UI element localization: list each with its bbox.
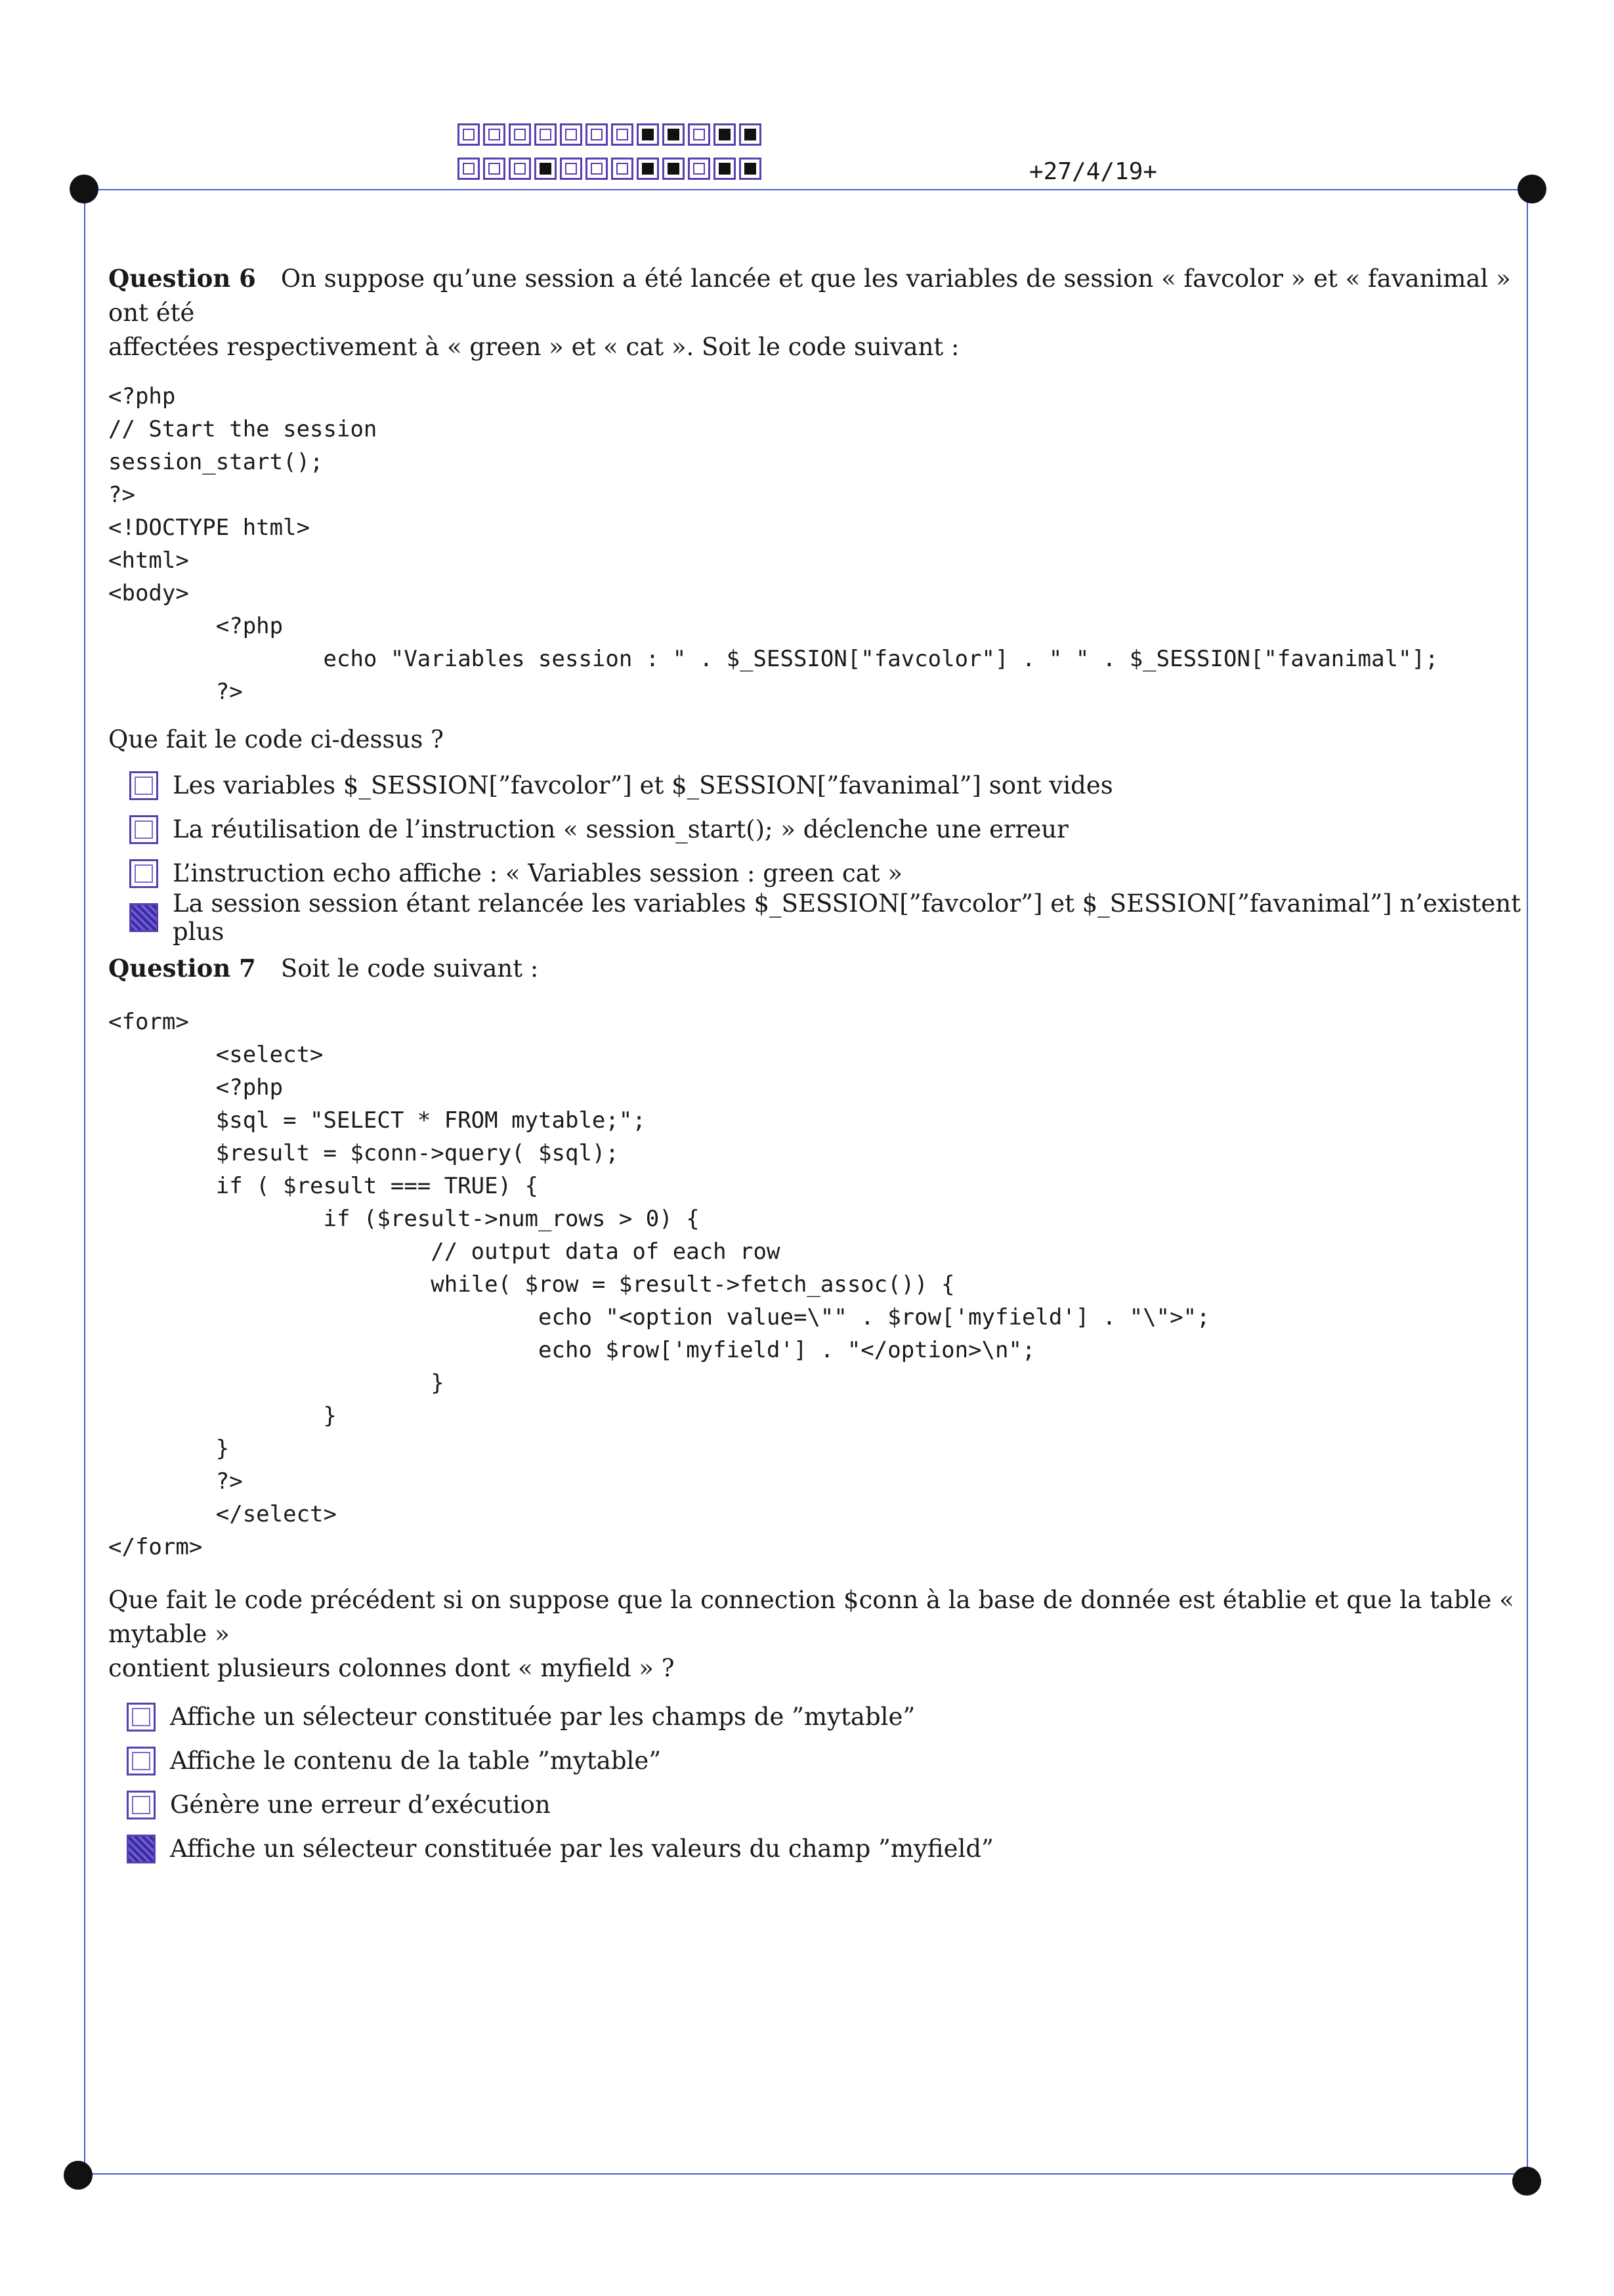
choice-label: L’instruction echo affiche : « Variables session : green cat » [173,859,903,887]
checkbox-icon[interactable] [127,1703,156,1732]
barcode-row-top [457,123,761,146]
corner-marker-bottom-left [64,2161,93,2190]
barcode-cell [509,123,531,146]
barcode-cell [637,123,659,146]
barcode-cell [457,158,480,180]
barcode-cell [739,158,761,180]
q6-choice-2[interactable] [129,807,1526,851]
question-6-text-line1: On suppose qu’une session a été lancée et que les variables de session « favcolor » et « favanimal » ont été [108,265,1511,327]
corner-marker-top-left [70,175,98,203]
barcode-cell [739,123,761,146]
barcode-cell [585,158,608,180]
barcode-cell [560,123,582,146]
q7-choice-3[interactable] [127,1783,1526,1827]
barcode-row-bottom [457,158,761,180]
question-6 [108,261,1526,946]
barcode-cell [662,123,685,146]
question-7-code: <form> <select> <?php $sql = "SELECT * FROM mytable;"; $result = $conn->query( $sql); if ( $result === TRUE) { if ($result->num_rows > 0) { // output data of each row while( $row = $result->fetch_assoc()) { echo "<option value=\"" . $row['myfield'] . "\">"; echo $row['myfield'] . "</option>\n"; } } } ?> </select> </form> [108,1009,1210,1560]
barcode-cell [509,158,531,180]
barcode-cell [534,123,557,146]
barcode-cell [713,158,736,180]
question-7-prompt [108,951,1526,986]
question-6-choices [129,763,1526,946]
checked-box-icon[interactable] [129,903,158,932]
barcode-cell [662,158,685,180]
question-7 [108,951,1526,1871]
barcode-cell [611,123,633,146]
corner-marker-bottom-right [1512,2167,1541,2196]
choice-label: Affiche un sélecteur constituée par les champs de ”mytable” [170,1703,916,1731]
corner-marker-top-right [1518,175,1546,203]
question-7-choices [127,1695,1526,1871]
q7-choice-1[interactable] [127,1695,1526,1739]
question-6-code: <?php // Start the session session_start(); ?> <!DOCTYPE html> <html> <body> <?php echo "Variables session : " . $_SESSION["favcolor"] . " " . $_SESSION["favanimal"]; ?> [108,383,1439,705]
choice-label: Les variables $_SESSION[”favcolor”] et $_SESSION[”favanimal”] sont vides [173,771,1113,799]
barcode-cell [637,158,659,180]
choice-label: La réutilisation de l’instruction « session_start(); » déclenche une erreur [173,815,1069,843]
barcode-cell [713,123,736,146]
barcode-cell [483,158,505,180]
checkbox-icon[interactable] [129,859,158,888]
question-6-label: Question 6 [108,264,256,293]
question-6-text-line2: affectées respectivement à « green » et « cat ». Soit le code suivant : [108,333,960,361]
barcode-cell [688,158,710,180]
question-7-label: Question 7 [108,954,256,983]
question-7-question-line2: contient plusieurs colonnes dont « myfield » ? [108,1654,675,1682]
question-7-text: Soit le code suivant : [280,954,539,983]
choice-label: Affiche un sélecteur constituée par les valeurs du champ ”myfield” [170,1835,994,1863]
q7-choice-4[interactable] [127,1827,1526,1871]
question-6-prompt [108,261,1526,364]
checked-box-icon[interactable] [127,1835,156,1863]
checkbox-icon[interactable] [129,771,158,800]
barcode-cell [560,158,582,180]
checkbox-icon[interactable] [127,1791,156,1819]
barcode-cell [585,123,608,146]
barcode-cell [457,123,480,146]
question-7-question-line1: Que fait le code précédent si on suppose que la connection $conn à la base de donnée est établie et que la table « mytable » [108,1586,1514,1648]
choice-label: Affiche le contenu de la table ”mytable” [170,1747,662,1775]
choice-label: Génère une erreur d’exécution [170,1791,551,1819]
q7-choice-2[interactable] [127,1739,1526,1783]
question-7-question [108,1583,1526,1686]
barcode-cell [688,123,710,146]
checkbox-icon[interactable] [129,815,158,844]
barcode-cell [611,158,633,180]
barcode-cell [534,158,557,180]
question-6-question: Que fait le code ci-dessus ? [108,725,444,754]
barcode-cell [483,123,505,146]
choice-label: La session session étant relancée les variables $_SESSION[”favcolor”] et $_SESSION[”favanimal”] n’existent plus [173,889,1521,946]
page-id: +27/4/19+ [1029,158,1158,185]
q6-choice-4[interactable] [129,889,1526,946]
checkbox-icon[interactable] [127,1747,156,1775]
q6-choice-1[interactable] [129,763,1526,807]
